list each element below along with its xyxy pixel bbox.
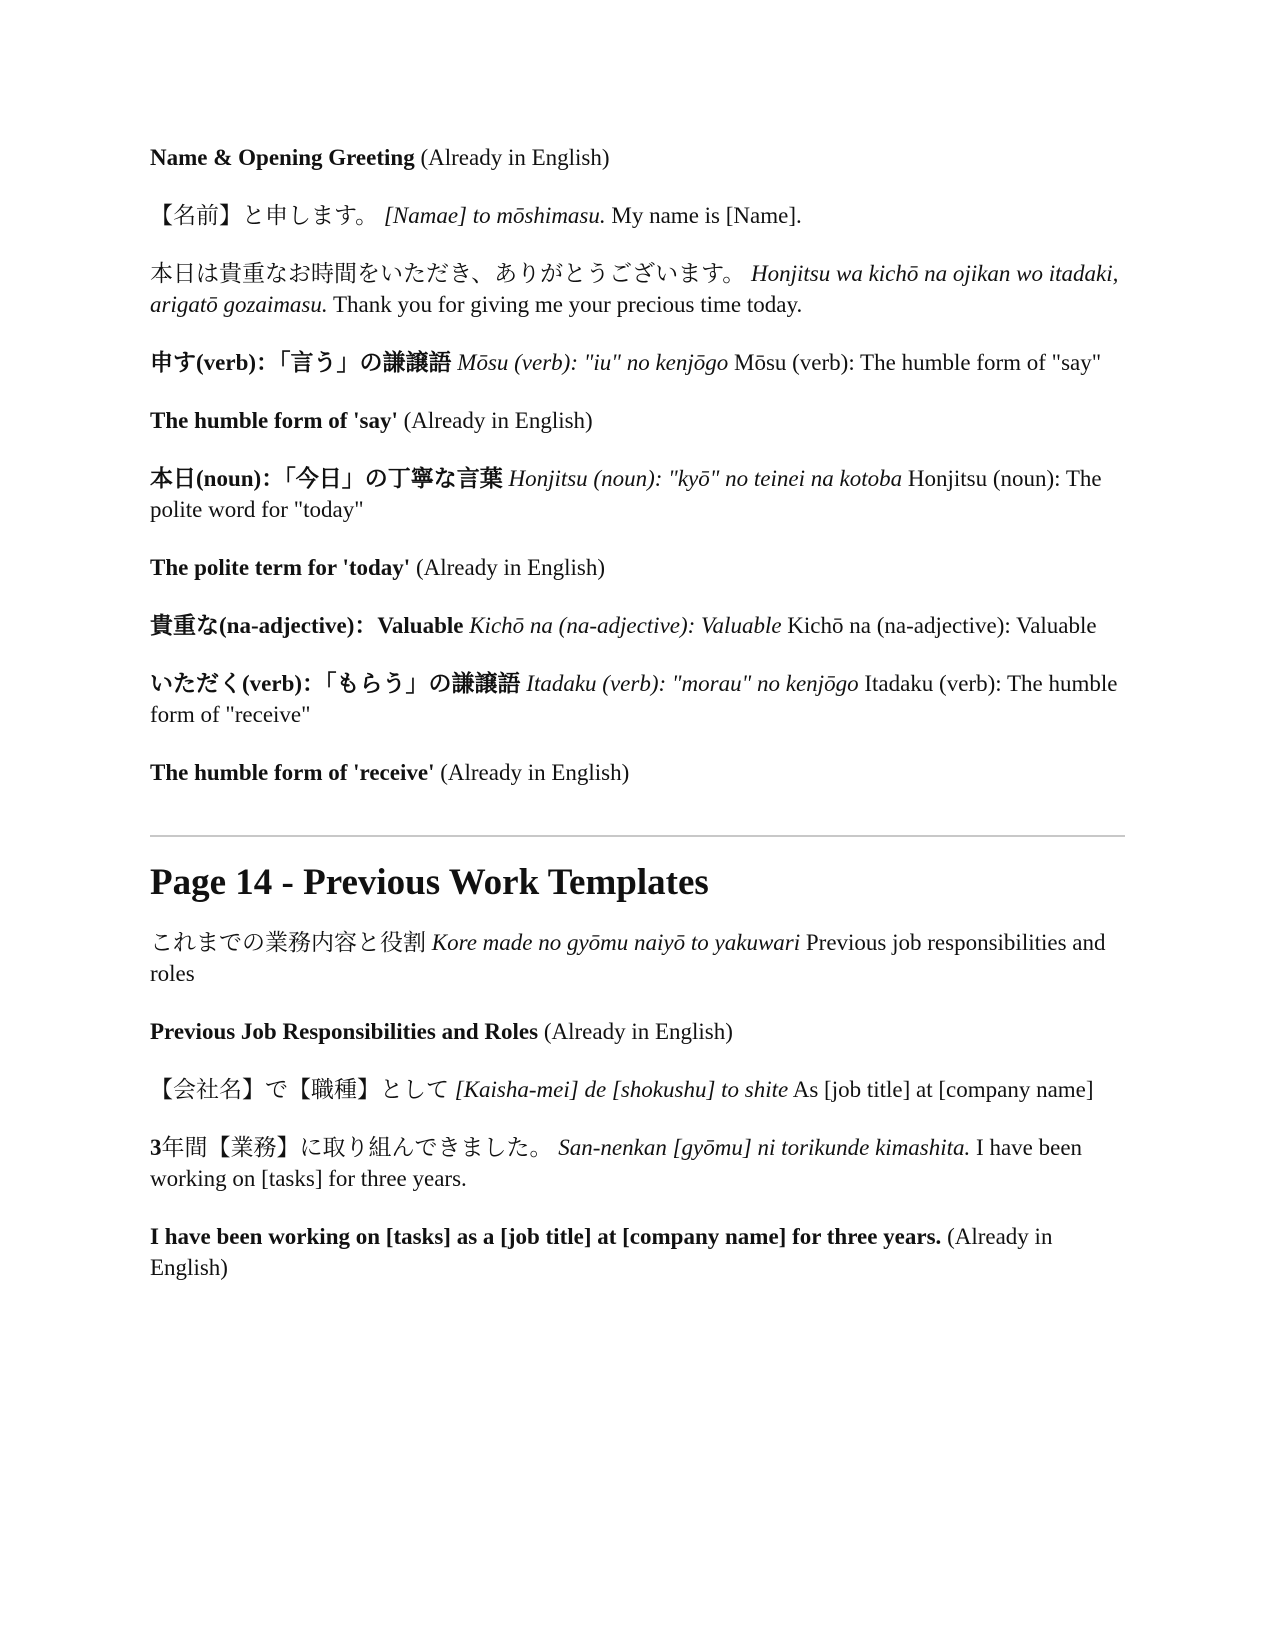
- english-text: Mōsu (verb): The humble form of "say": [728, 350, 1102, 375]
- japanese-definition: 「今日」の丁寧な言葉: [284, 466, 503, 491]
- english-text: Previous job responsibilities and roles: [150, 930, 1106, 986]
- entry-vocab-kicho: [150, 610, 1125, 641]
- romaji-text: [Kaisha-mei] de [shokushu] to shite: [454, 1077, 789, 1102]
- entry-job-roles-english: [150, 1016, 1125, 1047]
- romaji-text: Mōsu (verb): "iu" no kenjōgo: [451, 350, 729, 375]
- entry-heading-greeting: [150, 142, 1125, 173]
- entry-job-roles: [150, 927, 1125, 989]
- entry-humble-receive: [150, 757, 1125, 788]
- document-page: [150, 142, 1125, 1310]
- note-text: (Already in English): [410, 555, 606, 580]
- entry-company-role: [150, 1074, 1125, 1105]
- english-text: As [job title] at [company name]: [788, 1077, 1094, 1102]
- bold-label: Previous Job Responsibilities and Roles: [150, 1019, 539, 1044]
- part-of-speech: (noun)：: [196, 466, 285, 491]
- greeting-section: [150, 142, 1125, 788]
- romaji-text: [Namae] to mōshimasu.: [383, 203, 606, 228]
- part-of-speech: (verb)：: [196, 350, 280, 375]
- japanese-term: 貴重な: [150, 613, 219, 638]
- romaji-text: Honjitsu (noun): "kyō" no teinei na kotoba: [502, 466, 903, 491]
- english-text: Thank you for giving me your precious time today.: [327, 292, 803, 317]
- romaji-text: Honjitsu wa kichō na ojikan wo itadaki, arigatō gozaimasu.: [150, 261, 1119, 317]
- note-text: (Already in English): [397, 408, 593, 433]
- romaji-text: Kore made no gyōmu naiyō to yakuwari: [426, 930, 801, 955]
- entry-three-years: [150, 1132, 1125, 1194]
- japanese-text: 年間【業務】に取り組んできました。: [161, 1135, 559, 1160]
- japanese-text: 【名前】と申します。: [150, 203, 384, 228]
- section-heading: Page 14 - Previous Work Templates: [150, 862, 709, 903]
- note-text: (Already in English): [434, 760, 630, 785]
- entry-three-years-english: [150, 1221, 1125, 1283]
- english-text: Kichō na (na-adjective): Valuable: [781, 613, 1097, 638]
- entry-humble-say: [150, 405, 1125, 436]
- romaji-text: Itadaku (verb): "morau" no kenjōgo: [520, 671, 859, 696]
- japanese-term: いただく: [150, 671, 242, 696]
- romaji-text: San-nenkan [gyōmu] ni torikunde kimashita.: [558, 1135, 971, 1160]
- japanese-text: 【会社名】で【職種】として: [150, 1077, 455, 1102]
- japanese-term: 申す: [150, 350, 196, 375]
- bold-label: The humble form of 'receive': [150, 760, 435, 785]
- english-text: Itadaku (verb): The humble form of "receive": [150, 671, 1118, 727]
- entry-vocab-mosu: [150, 347, 1125, 378]
- romaji-text: Kichō na (na-adjective): Valuable: [463, 613, 782, 638]
- japanese-definition: 「もらう」の謙譲語: [325, 671, 521, 696]
- japanese-definition: 「言う」の謙譲語: [279, 350, 452, 375]
- section-divider: [150, 835, 1125, 837]
- english-text: I have been working on [tasks] for three years.: [150, 1135, 1083, 1191]
- part-of-speech: (na-adjective)：Valuable: [219, 613, 464, 638]
- english-text: My name is [Name].: [605, 203, 802, 228]
- bold-label: I have been working on [tasks] as a [job title] at [company name] for three years.: [150, 1224, 942, 1249]
- entry-thanks-phrase: [150, 258, 1125, 320]
- previous-work-section: [150, 861, 1125, 1283]
- japanese-term: 本日: [150, 466, 196, 491]
- english-text: Honjitsu (noun): The polite word for "today": [150, 466, 1102, 522]
- entry-name-phrase: [150, 200, 1125, 231]
- entry-polite-today: [150, 552, 1125, 583]
- note-text: (Already in English): [538, 1019, 733, 1044]
- note-text: (Already in English): [414, 145, 610, 170]
- japanese-text: 本日は貴重なお時間をいただき、ありがとうございます。: [150, 261, 751, 286]
- entry-vocab-honjitsu: [150, 463, 1125, 525]
- bold-label: Name & Opening Greeting: [150, 145, 415, 170]
- part-of-speech: (verb)：: [242, 671, 326, 696]
- bold-label: The humble form of 'say': [150, 408, 398, 433]
- bold-label: The polite term for 'today': [150, 555, 411, 580]
- entry-vocab-itadaku: [150, 668, 1125, 730]
- note-text: (Already in English): [150, 1224, 1053, 1280]
- japanese-text: これまでの業務内容と役割: [150, 930, 426, 955]
- bold-number: 3: [150, 1135, 162, 1160]
